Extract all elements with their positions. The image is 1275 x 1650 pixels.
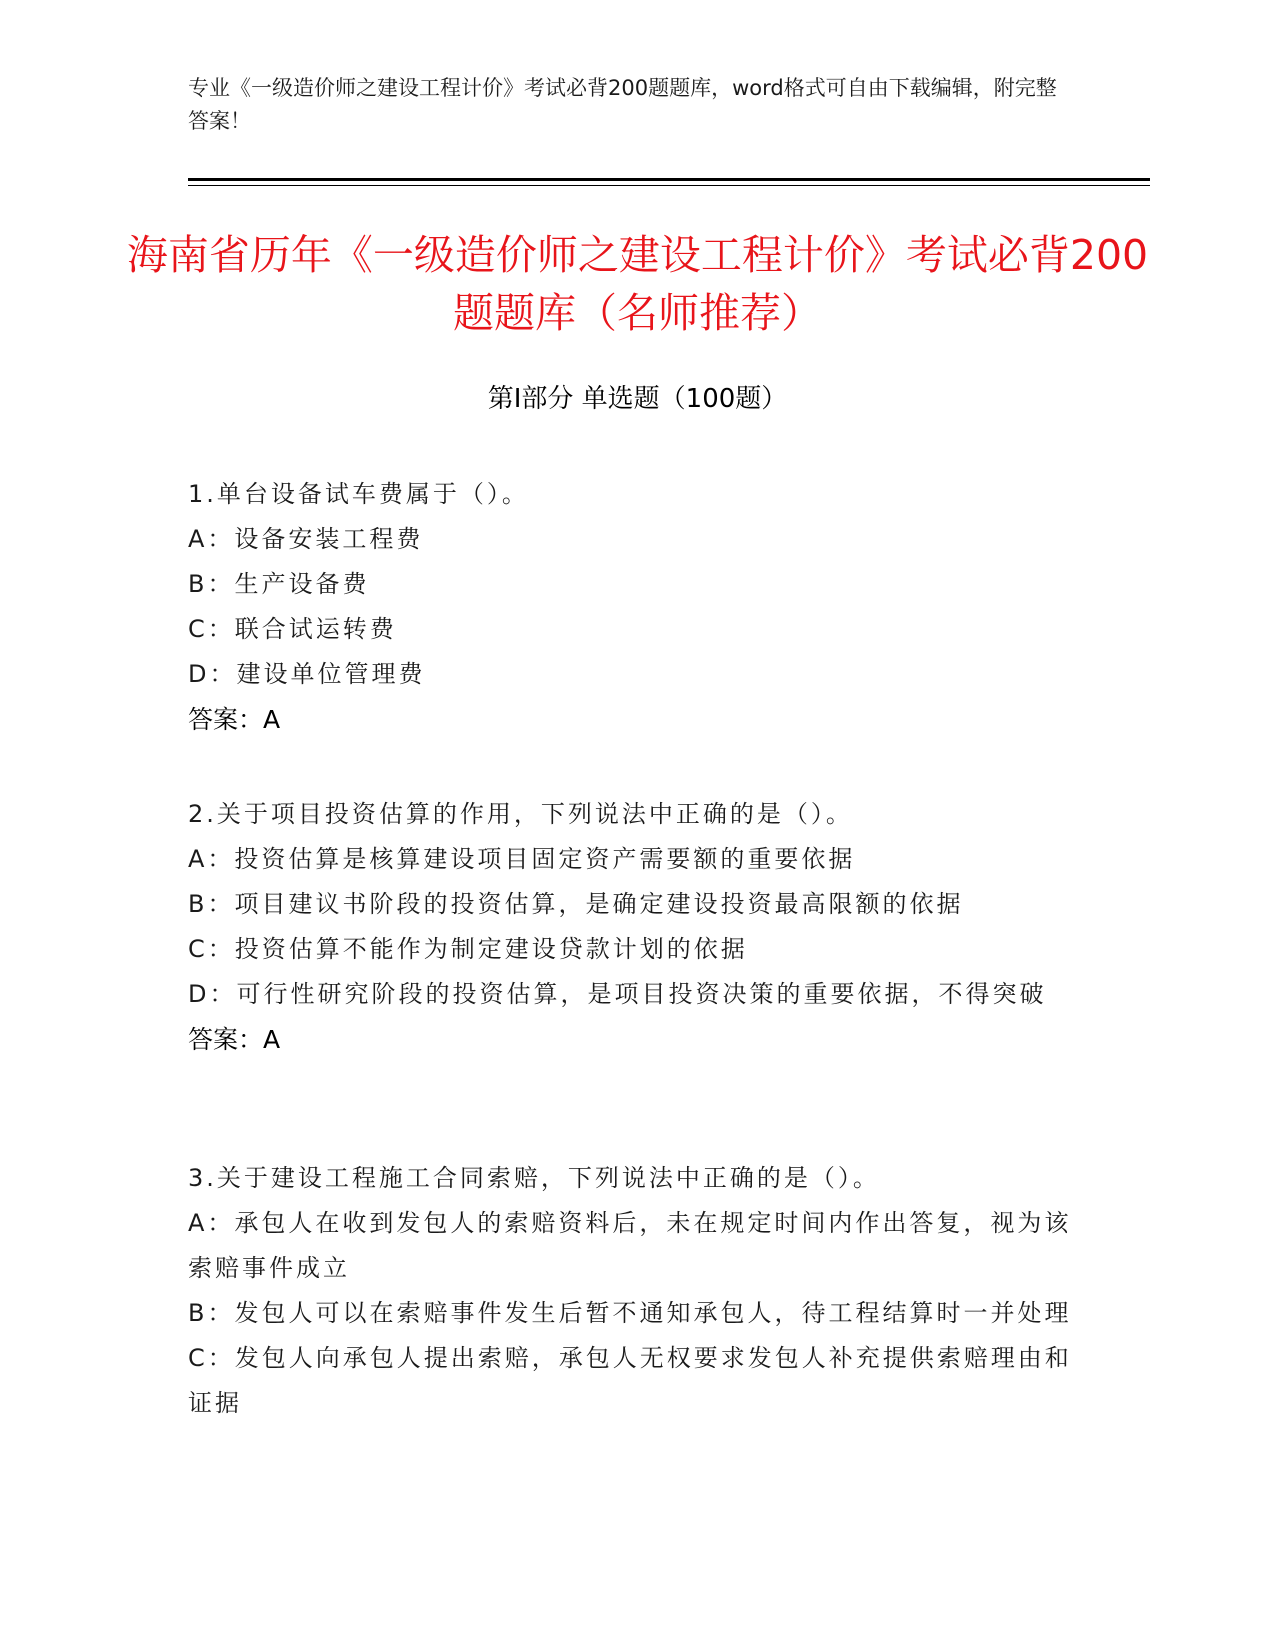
question-2 [188,792,1078,1062]
option-c: C：联合试运转费 [188,615,397,643]
option-b: B：生产设备费 [188,570,370,598]
option-a: A：承包人在收到发包人的索赔资料后，未在规定时间内作出答复，视为该索赔事件成立 [188,1209,1072,1282]
option-a: A：投资估算是核算建设项目固定资产需要额的重要依据 [188,845,856,873]
document-title: 海南省历年《一级造价师之建设工程计价》考试必背200题题库（名师推荐） [126,231,1149,337]
question-stem: 3.关于建设工程施工合同索赔，下列说法中正确的是（）。 [188,1164,880,1192]
option-a: A：设备安装工程费 [188,525,424,553]
header-note: 专业《一级造价师之建设工程计价》考试必背200题题库，word格式可自由下载编辑，附完整答案！ [188,76,1057,133]
answer-line: 答案：A [188,705,281,734]
option-d: D：可行性研究阶段的投资估算，是项目投资决策的重要依据，不得突破 [188,980,1047,1008]
header-rule-thick [188,178,1150,181]
question-stem: 2.关于项目投资估算的作用，下列说法中正确的是（）。 [188,800,853,828]
option-c: C：投资估算不能作为制定建设贷款计划的依据 [188,935,748,963]
option-d: D：建设单位管理费 [188,660,426,688]
header-rule-thin [188,185,1150,186]
answer-line: 答案：A [188,1025,281,1054]
option-b: B：项目建议书阶段的投资估算，是确定建设投资最高限额的依据 [188,890,964,918]
option-b: B：发包人可以在索赔事件发生后暂不通知承包人，待工程结算时一并处理 [188,1299,1072,1327]
question-stem: 1.单台设备试车费属于（）。 [188,480,529,508]
option-c: C：发包人向承包人提出索赔，承包人无权要求发包人补充提供索赔理由和证据 [188,1344,1072,1417]
question-1 [188,472,1078,742]
section-heading: 第I部分 单选题（100题） [487,384,788,414]
question-3 [188,1156,1078,1426]
